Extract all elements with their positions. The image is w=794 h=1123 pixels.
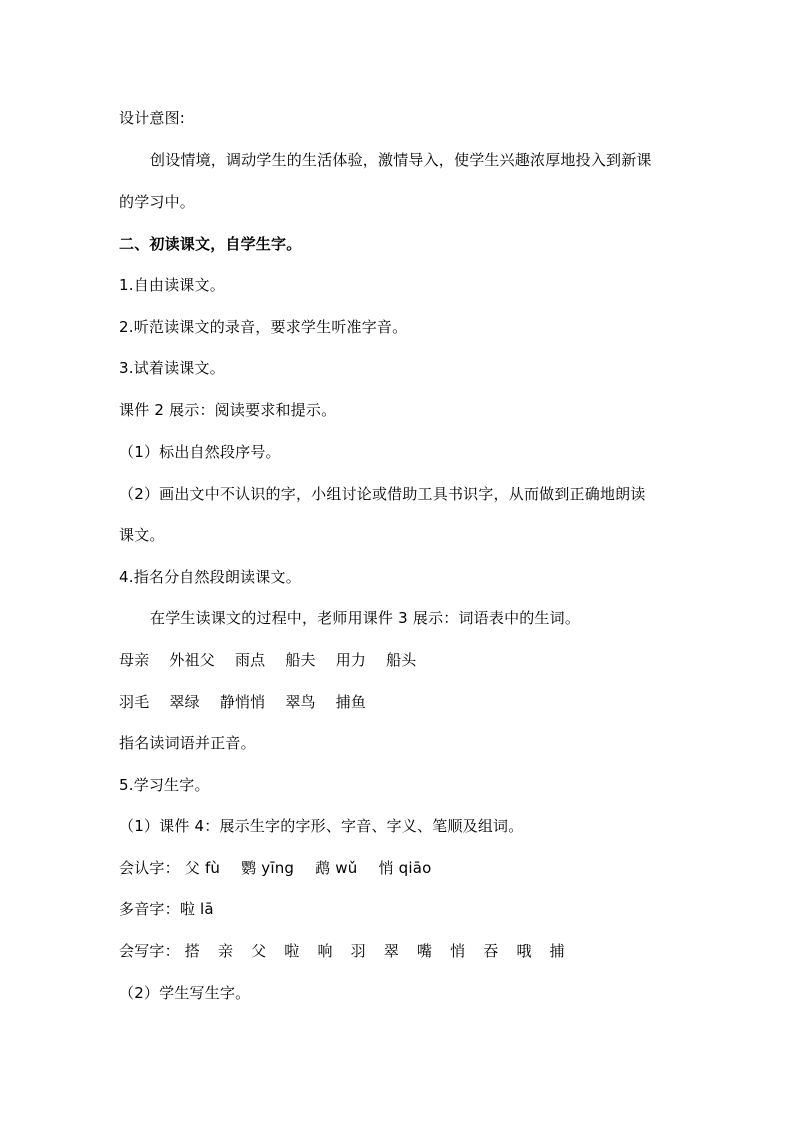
vocab-word: 用力 <box>335 651 367 669</box>
vocab-word: 翠绿 <box>169 693 200 711</box>
step-5: 5.学习生字。 <box>119 776 210 794</box>
recognize-label: 会认字： <box>119 859 180 877</box>
write-char: 父 <box>251 942 267 960</box>
polyphone-row <box>119 899 214 919</box>
vocabulary-row-1 <box>119 650 431 670</box>
requirement-2-line2: 课文。 <box>119 526 165 544</box>
write-char: 搭 <box>184 942 200 960</box>
requirement-2-line1: （2）画出文中不认识的字，小组讨论或借助工具书识字，从而做到正确地朗读 <box>119 485 646 503</box>
recognize-characters-row <box>119 858 447 878</box>
vocab-word: 翠鸟 <box>285 693 316 711</box>
step-1: 1.自由读课文。 <box>119 276 225 294</box>
design-intent-text-line1: 创设情境，调动学生的生活体验，激情导入，使学生兴趣浓厚地投入到新课 <box>150 151 652 169</box>
write-label: 会写字： <box>119 942 180 960</box>
vocab-word: 雨点 <box>234 651 266 669</box>
recognize-char: 鹦 yīng <box>241 859 295 877</box>
vocab-word: 船头 <box>386 651 417 669</box>
courseware-4: （1）课件 4：展示生字的字形、字音、字义、笔顺及组词。 <box>119 817 524 835</box>
design-intent-heading: 设计意图: <box>119 109 186 127</box>
recognize-char: 父 fù <box>184 859 221 877</box>
write-char: 响 <box>317 942 333 960</box>
write-practice: （2）学生写生字。 <box>119 984 251 1002</box>
recognize-char: 悄 qiāo <box>378 859 432 877</box>
step-3: 3.试着读课文。 <box>119 359 225 377</box>
vocab-word: 母亲 <box>119 651 150 669</box>
write-char: 啦 <box>284 942 300 960</box>
write-char: 亲 <box>217 942 234 960</box>
write-char: 翠 <box>383 942 400 960</box>
design-intent-text-line2: 的学习中。 <box>119 193 196 211</box>
polyphone-char: 啦 lā <box>179 900 214 918</box>
write-char: 吞 <box>483 942 499 960</box>
read-words-instruction: 指名读词语并正音。 <box>119 734 256 752</box>
requirement-1: （1）标出自然段序号。 <box>119 443 281 461</box>
recognize-char: 鹉 wǔ <box>315 859 358 877</box>
step-4: 4.指名分自然段朗读课文。 <box>119 568 301 586</box>
write-characters-row <box>119 941 578 961</box>
write-char: 悄 <box>450 942 466 960</box>
write-char: 嘴 <box>416 942 433 960</box>
vocab-word: 静悄悄 <box>219 693 266 711</box>
vocab-word: 外祖父 <box>169 651 215 669</box>
courseware-2: 课件 2 展示：阅读要求和提示。 <box>119 401 337 419</box>
write-char: 捕 <box>549 942 565 960</box>
vocab-word: 捕鱼 <box>335 693 367 711</box>
vocab-word: 船夫 <box>285 651 316 669</box>
vocab-word: 羽毛 <box>119 693 150 711</box>
polyphone-label: 多音字： <box>119 900 180 918</box>
vocabulary-row-2 <box>119 692 381 712</box>
courseware-3: 在学生读课文的过程中，老师用课件 3 展示：词语表中的生词。 <box>150 609 581 627</box>
step-2: 2.听范读课文的录音，要求学生听准字音。 <box>119 318 408 336</box>
section-heading: 二、初读课文，自学生字。 <box>119 235 302 253</box>
write-char: 哦 <box>516 942 532 960</box>
write-char: 羽 <box>350 942 366 960</box>
